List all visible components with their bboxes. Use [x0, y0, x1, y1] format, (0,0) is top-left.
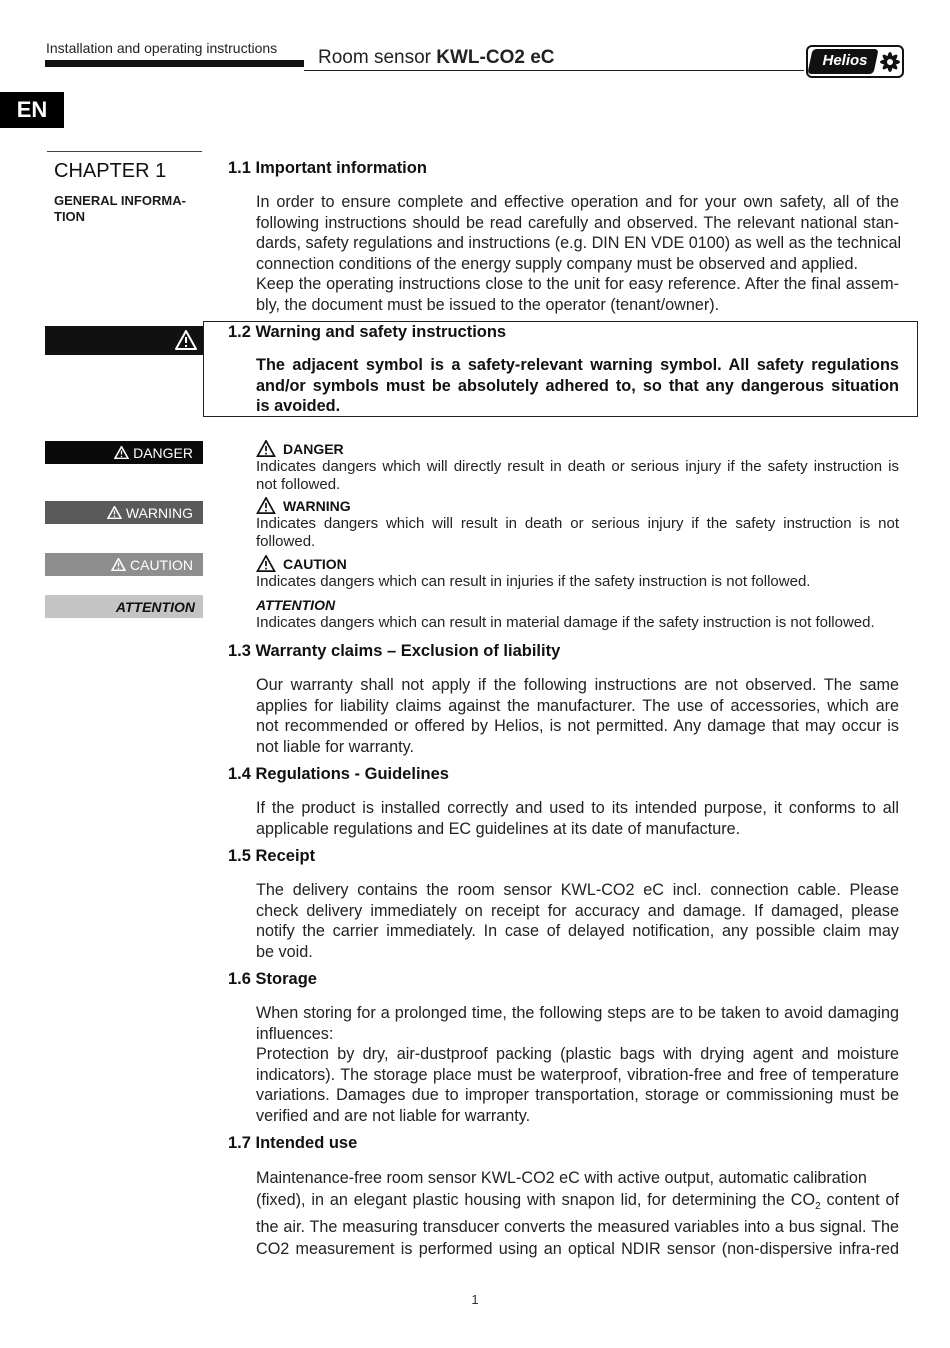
text-fragment: (fixed), in an elegant plastic housing with snapon lid, for determining the CO	[256, 1190, 816, 1209]
section-paragraph	[256, 1168, 899, 1260]
helios-logo	[806, 45, 904, 78]
paragraph-line: Indicates dangers which can result in material damage if the safety instruction is not followed.	[256, 614, 875, 631]
warning-triangle-icon	[256, 555, 276, 572]
section-heading: 1.5 Receipt	[228, 847, 316, 865]
warning-label-text: WARNING	[125, 504, 193, 521]
chapter-subtitle-line: GENERAL INFORMA-	[54, 193, 186, 208]
paragraph-line: influences:	[256, 1024, 334, 1043]
logo-text: Helios	[822, 52, 868, 69]
caution-title	[256, 555, 347, 572]
section-heading: 1.7 Intended use	[228, 1134, 358, 1152]
caution-title-text: CAUTION	[283, 555, 347, 572]
paragraph-line: applies for liability claims against the manufacturer. The use of accessories, which are	[256, 696, 899, 715]
paragraph-line: Protection by dry, air-dustproof packing (plastic bags with drying agent and moisture	[256, 1045, 899, 1063]
paragraph-line: not recommended or offered by Helios, is not permitted. Any damage that may occur is	[256, 717, 899, 735]
warning-symbol-block	[45, 326, 203, 355]
page-number: 1	[471, 1292, 479, 1307]
danger-title-text: DANGER	[283, 440, 344, 457]
warning-label	[45, 501, 203, 524]
paragraph-line: Indicates dangers which can result in injuries if the safety instruction is not followed.	[256, 573, 811, 590]
chapter-subtitle-line: TION	[54, 209, 86, 224]
header-rule	[304, 70, 804, 71]
paragraph-line: following instructions should be read carefully and observed. The relevant national stan-	[256, 213, 899, 232]
chapter-subtitle	[54, 193, 204, 225]
safety-notice-text	[256, 355, 899, 417]
section-heading: 1.3 Warranty claims – Exclusion of liability	[228, 642, 561, 660]
paragraph-line: bly, the document must be issued to the operator (tenant/owner).	[256, 295, 720, 314]
attention-label	[45, 595, 203, 618]
chapter-rule	[47, 151, 202, 152]
section-heading: 1.1 Important information	[228, 159, 427, 177]
paragraph-line: and/or symbols must be absolutely adhered to, so that any dangerous situation	[256, 376, 899, 395]
section-paragraph	[256, 798, 899, 839]
section-paragraph	[256, 675, 899, 757]
paragraph-line: In order to ensure complete and effective operation and for your own safety, all of the	[256, 193, 899, 211]
section-heading: 1.6 Storage	[228, 970, 317, 988]
caution-label	[45, 553, 203, 576]
fan-icon	[878, 50, 902, 74]
danger-label	[45, 441, 203, 464]
danger-label-text: DANGER	[133, 444, 193, 461]
paragraph-line: The delivery contains the room sensor KWL-CO2 eC incl. connection cable. Please	[256, 881, 899, 899]
header-bar	[45, 60, 304, 67]
paragraph-line: not followed.	[256, 476, 341, 493]
danger-title	[256, 440, 344, 457]
caution-description	[256, 573, 899, 591]
section-paragraph	[256, 192, 902, 315]
paragraph-line: not liable for warranty.	[256, 737, 415, 756]
attention-label-text: ATTENTION	[115, 598, 195, 615]
paragraph-line: CO2 measurement is performed using an optical NDIR sensor (non-dispersive infra-red	[256, 1239, 899, 1258]
section-paragraph	[256, 880, 899, 962]
warning-description	[256, 515, 899, 551]
paragraph-line: dards, safety regulations and instructions (e.g. DIN EN VDE 0100) as well as the technical	[256, 234, 902, 252]
paragraph-line: verified and are not liable for warranty.	[256, 1106, 531, 1125]
paragraph-line: is avoided.	[256, 397, 341, 415]
paragraph-line: connection conditions of the energy supply company must be observed and applied.	[256, 254, 859, 273]
paragraph-line: followed.	[256, 533, 316, 550]
danger-description	[256, 458, 899, 494]
warning-triangle-icon	[107, 506, 122, 519]
warning-triangle-icon	[175, 330, 197, 350]
warning-triangle-icon	[256, 440, 276, 457]
paragraph-line: variations. Damages due to improper transportation, storage or commissioning must be	[256, 1086, 899, 1104]
paragraph-line: the air. The measuring transducer converts the measured variables into a bus signal. The	[256, 1218, 899, 1237]
warning-title-text: WARNING	[283, 497, 351, 514]
paragraph-line: be void.	[256, 942, 313, 961]
paragraph-line: Our warranty shall not apply if the following instructions are not observed. The same	[256, 676, 899, 694]
paragraph-line	[256, 1190, 899, 1218]
caution-label-text: CAUTION	[130, 556, 193, 573]
warning-triangle-icon	[256, 497, 276, 514]
paragraph-line: Indicates dangers which will result in death or serious injury if the safety instruction is not	[256, 515, 899, 532]
paragraph-line: Keep the operating instructions close to the unit for easy reference. After the final assem-	[256, 275, 899, 293]
paragraph-line: applicable regulations and EC guidelines at its date of manufacture.	[256, 819, 741, 838]
paragraph-line: The adjacent symbol is a safety-relevant warning symbol. All safety regulations	[256, 356, 899, 374]
paragraph-line: If the product is installed correctly and used to its intended purpose, it conforms to all	[256, 799, 899, 817]
chapter-title: CHAPTER 1	[54, 160, 167, 182]
section-paragraph	[256, 1003, 899, 1126]
title-product: KWL-CO2 eC	[436, 47, 555, 68]
paragraph-line: Maintenance-free room sensor KWL-CO2 eC with active output, automatic calibration	[256, 1169, 867, 1187]
paragraph-line: check delivery immediately on receipt for accuracy and damage. If damaged, please	[256, 901, 899, 920]
warning-triangle-icon	[114, 446, 129, 459]
warning-triangle-icon	[111, 558, 126, 571]
section-heading: 1.4 Regulations - Guidelines	[228, 765, 449, 783]
title-prefix: Room sensor	[318, 47, 437, 68]
warning-title	[256, 497, 351, 514]
paragraph-line: Indicates dangers which will directly result in death or serious injury if the safety instruction is	[256, 458, 899, 475]
attention-title: ATTENTION	[256, 597, 336, 613]
document-type-label: Installation and operating instructions	[46, 40, 278, 56]
text-fragment: content of	[820, 1190, 899, 1209]
paragraph-line: notify the carrier immediately. In case of delayed notification, any possible claim may	[256, 922, 899, 940]
language-tab: EN	[0, 92, 64, 128]
attention-description	[256, 614, 899, 632]
section-heading: 1.2 Warning and safety instructions	[228, 323, 507, 341]
paragraph-line: When storing for a prolonged time, the following steps are to be taken to avoid damaging	[256, 1004, 899, 1022]
document-title	[318, 47, 555, 69]
paragraph-line: indicators). The storage place must be waterproof, vibration-free and free of temperature	[256, 1065, 899, 1084]
subscript: 2	[815, 1200, 821, 1212]
